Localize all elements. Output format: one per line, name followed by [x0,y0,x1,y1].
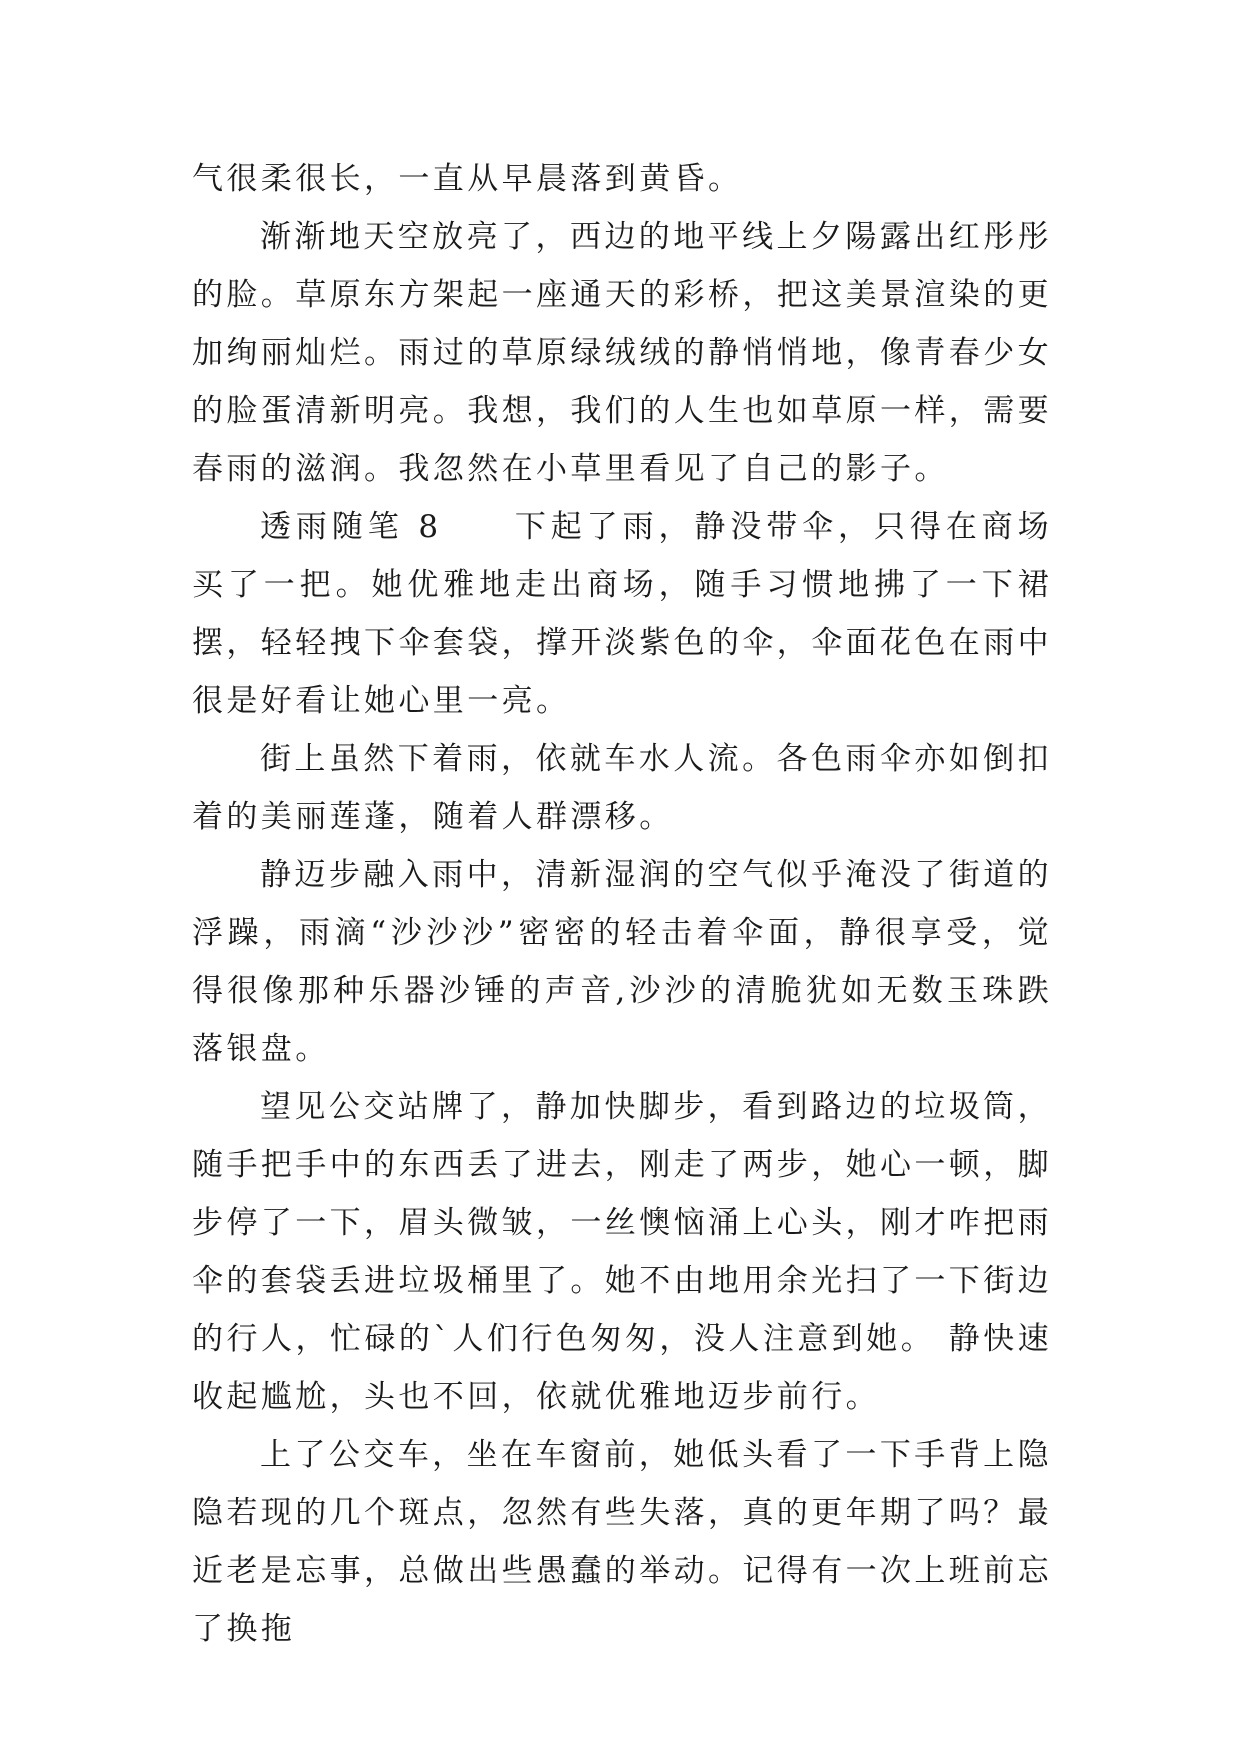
document-body [192,150,1052,1658]
paragraph: 街上虽然下着雨，依就车水人流。各色雨伞亦如倒扣着的美丽莲蓬，随着人群漂移。 [192,741,1052,835]
paragraph: 上了公交车，坐在车窗前，她低头看了一下手背上隐隐若现的几个斑点，忽然有些失落，真的更年期了吗？最近老是忘事，总做出些愚蠢的举动。记得有一次上班前忘了换拖 [192,1437,1052,1647]
paragraph: 望见公交站牌了，静加快脚步，看到路边的垃圾筒，随手把手中的东西丢了进去，刚走了两步，她心一顿，脚步停了一下，眉头微皱，一丝懊恼涌上心头，刚才咋把雨伞的套袋丢进垃圾桶里了。她不由地用余光扫了一下街边的行人，忙碌的`人们行色匆匆，没人注意到她。 静快速收起尴尬，头也不回，依就优雅地迈步前行。 [192,1089,1052,1415]
paragraph: 透雨随笔 8 下起了雨，静没带伞，只得在商场买了一把。她优雅地走出商场，随手习惯地拂了一下裙摆，轻轻拽下伞套袋，撑开淡紫色的伞，伞面花色在雨中很是好看让她心里一亮。 [192,509,1052,719]
paragraph: 静迈步融入雨中，清新湿润的空气似乎淹没了街道的浮躁，雨滴“沙沙沙”密密的轻击着伞面，静很享受，觉得很像那种乐器沙锤的声音,沙沙的清脆犹如无数玉珠跌落银盘。 [192,857,1052,1067]
paragraph: 气很柔很长，一直从早晨落到黄昏。 [192,161,743,197]
paragraph: 渐渐地天空放亮了，西边的地平线上夕陽露出红彤彤的脸。草原东方架起一座通天的彩桥，把这美景渲染的更加绚丽灿烂。雨过的草原绿绒绒的静悄悄地，像青春少女的脸蛋清新明亮。我想，我们的人生也如草原一样，需要春雨的滋润。我忽然在小草里看见了自己的影子。 [192,219,1052,487]
